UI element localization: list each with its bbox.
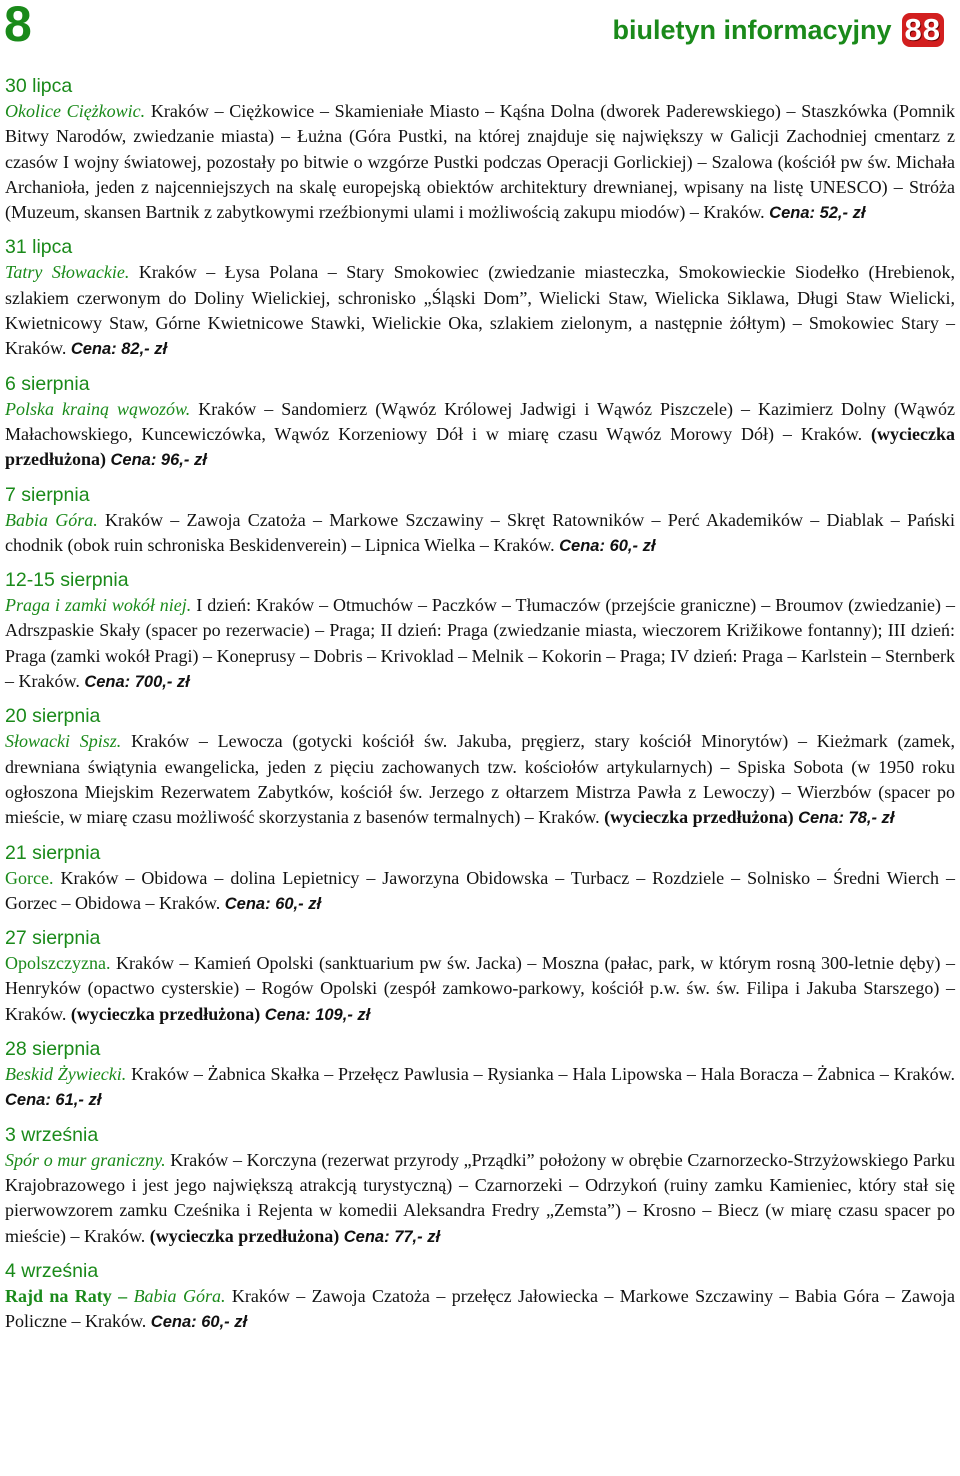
trip-route: Kraków – Korczyna (rezerwat przyrody „Prządki” położony w obrębie Czarnorzecko-Strzyżowskiego Parku Krajobrazowego i jest jego największą atrakcją turystyczną) – Czarnorzeki – Odrzykoń (ruiny zamku Kamieniec, który stał się pierwowzorem zamku Cześnika i Rejenta w komedii Aleksandra Fredry „Zemsta”) – Krosno – Biecz (w miarę czasu spacer po mieście) – Kraków. [5, 1149, 955, 1246]
trip-description [5, 951, 955, 1028]
trip-destination: Beskid Żywiecki. [5, 1064, 127, 1085]
trip-price: Cena: 60,- zł [559, 536, 656, 555]
trip-route: Kraków – Zawoja Czatoża – Markowe Szczawiny – Skręt Ratowników – Perć Akademików – Diablak – Pański chodnik (obok ruin schroniska Beskidenverein) – Lipnica Wielka – Kraków. [5, 509, 956, 555]
page-number: 8 [4, 0, 32, 52]
trip-route: I dzień: Kraków – Otmuchów – Paczków – Tłumaczów (przejście graniczne) – Broumov (zwiedzanie) – Adrszpaskie Skały (spacer po rezerwacie) – Praga; II dzień: Praga (zwiedzanie miasta, wieczorem Križikowe fontanny); III dzień: Praga (zamki wokół Pragi) – Koneprusy – Dobris – Krivoklad – Melnik – Kokorin – Praga; IV dzień: Praga – Karlstein – Sternberk – Kraków. [5, 595, 955, 692]
trip-route: Kraków – Lewocza (gotycki kościół św. Jakuba, pręgierz, stary kościół Minorytów) – Kieżmark (zamek, drewniana świątynia ewangelicka, jeden z pięciu zachowanych tzw. kościołów artykularnych) – Spiska Sobota (w 1950 roku ogłoszona Miejskim Rezerwatem Zabytków, kościół św. Jerzego z ołtarzem Mistrza Pawła z Lewoczy) – Wierzbów (spacer po mieście, w miarę czasu możliwość skorzystania z basenów termalnych) – Kraków. [5, 731, 955, 828]
trip-price: Cena: 96,- zł [110, 451, 207, 470]
bulletin-title: biuletyn informacyjny [612, 15, 892, 45]
trip-entry [5, 1122, 955, 1250]
bulletin-number-badge: 88 [902, 13, 944, 47]
trip-extended-note: (wycieczka przedłużona) [149, 1225, 344, 1246]
trip-destination: Polska krainą wąwozów. [5, 398, 191, 419]
trip-description [5, 260, 955, 362]
trip-description [5, 1148, 955, 1250]
trip-date: 21 sierpnia [5, 841, 101, 864]
trip-destination: Okolice Ciężkowic. [5, 101, 146, 121]
trip-price: Cena: 60,- zł [150, 1313, 248, 1332]
trip-route: Kraków – Sandomierz (Wąwóz Królowej Jadwigi i Wąwóz Piszczele) – Kazimierz Dolny (Wąwóz Małachowskiego, Kuncewiczówka, Wąwóz Korzeniowy Dół i w miarę czasu Wąwóz Morowy Dół) – Kraków. [5, 398, 955, 444]
trip-date: 7 sierpnia [5, 483, 90, 506]
trip-route: Kraków – Żabnica Skałka – Przełęcz Pawlusia – Rysianka – Hala Lipowska – Hala Boracza – Żabnica – Kraków. [126, 1064, 955, 1085]
trip-route: Kraków – Kamień Opolski (sanktuarium pw św. Jacka) – Moszna (pałac, park, w którym rosną 300-letnie dęby) – Henryków (opactwo cysterskie) – Rogów Opolski (zespół zamkowo-parkowy, kościół p.w. św. św. Filipa i Jakuba Starszego) – Kraków. [5, 953, 955, 1024]
trip-extended-note: (wycieczka przedłużona) [5, 423, 955, 470]
trip-price: Cena: 52,- zł [769, 204, 866, 223]
trip-destination-prefix: Rajd na Raty – [5, 1285, 134, 1306]
trip-price: Cena: 82,- zł [70, 340, 168, 359]
trip-destination: Babia Góra. [5, 509, 98, 530]
trip-destination: Opolszczyzna. [5, 953, 111, 974]
trip-entry [5, 840, 955, 918]
trip-date: 3 września [5, 1123, 99, 1146]
trip-destination: Praga i zamki wokół niej. [5, 595, 192, 616]
trip-description [5, 1062, 955, 1114]
trip-destination: Słowacki Spisz. [5, 731, 122, 752]
trip-date: 6 sierpnia [5, 372, 90, 395]
trip-entry [5, 1258, 955, 1336]
trip-destination: Gorce. [5, 867, 54, 888]
trip-destination: Babia Góra. [133, 1285, 226, 1306]
trip-price: Cena: 77,- zł [343, 1227, 441, 1246]
trip-route: Kraków – Zawoja Czatoża – przełęcz Jałowiecka – Markowe Szczawiny – Babia Góra – Zawoja Policzne – Kraków. [5, 1285, 955, 1332]
trip-price: Cena: 78,- zł [798, 809, 895, 828]
trip-description [5, 508, 955, 560]
trip-date: 28 sierpnia [5, 1038, 101, 1061]
trip-entry [5, 1036, 955, 1114]
trip-price: Cena: 61,- zł [5, 1091, 102, 1110]
trip-description [5, 397, 955, 474]
trip-entry [5, 567, 955, 695]
trip-description [5, 593, 955, 695]
trip-description [5, 1284, 955, 1336]
trip-description [5, 729, 955, 831]
trip-description [5, 99, 955, 226]
trip-extended-note: (wycieczka przedłużona) [70, 1003, 265, 1024]
trip-extended-note: (wycieczka przedłużona) [604, 807, 799, 828]
trip-entry [5, 73, 955, 226]
trip-date: 20 sierpnia [5, 705, 101, 728]
trip-entry [5, 371, 955, 474]
trip-price: Cena: 700,- zł [84, 673, 190, 692]
trip-date: 4 września [5, 1259, 99, 1282]
trips-list [5, 73, 955, 1343]
trip-entry [5, 482, 955, 560]
bulletin-header [612, 12, 944, 48]
trip-route: Kraków – Obidowa – dolina Lepietnicy – Jaworzyna Obidowska – Turbacz – Rozdziele – Solnisko – Średni Wierch – Gorzec – Obidowa – Kraków. [5, 867, 955, 913]
trip-destination: Tatry Słowackie. [5, 262, 130, 283]
trip-date: 31 lipca [5, 236, 73, 259]
trip-date: 27 sierpnia [5, 927, 101, 950]
trip-price: Cena: 60,- zł [224, 894, 322, 913]
trip-date: 12-15 sierpnia [5, 569, 129, 592]
trip-entry [5, 925, 955, 1028]
trip-destination: Spór o mur graniczny. [5, 1149, 166, 1170]
trip-price: Cena: 109,- zł [264, 1005, 371, 1024]
trip-route: Kraków – Łysa Polana – Stary Smokowiec (zwiedzanie miasteczka, Smokowieckie Siodełko (Hrebienok, szlakiem czerwonym do Doliny Wielickiej, schronisko „Śląski Dom”, Wielicki Staw, Wielicka Siklawa, Długi Staw Wielicki, Kwietnicowy Staw, Górne Kwietnicowe Stawki, Wielickie Oka, szlakiem zielonym, a następnie żółtym) – Smokowiec Stary – Kraków. [5, 262, 955, 359]
trip-description [5, 866, 955, 918]
trip-entry [5, 703, 955, 831]
trip-date: 30 lipca [5, 75, 73, 97]
trip-route: Kraków – Ciężkowice – Skamieniałe Miasto – Kąśna Dolna (dworek Paderewskiego) – Staszkówka (Pomnik Bitwy Narodów, zwiedzanie miasta) – Łużna (Góra Pustki, na której znajduje się największy w Galicji Zachodniej cmentarz z czasów I wojny światowej, pozostały po bitwie o wzgórze Pustki podczas Operacji Gorlickiej) – Szalowa (kościół pw św. Michała Archanioła, jeden z najcenniejszych na skalę europejską obiektów architektury drewnianej, wpisany na listę UNESCO) – Stróża (Muzeum, skansen Bartnik z zabytkowymi rzeźbionymi ulami i możliwością zakupu miodów) – Kraków. [5, 101, 955, 223]
trip-entry [5, 234, 955, 362]
